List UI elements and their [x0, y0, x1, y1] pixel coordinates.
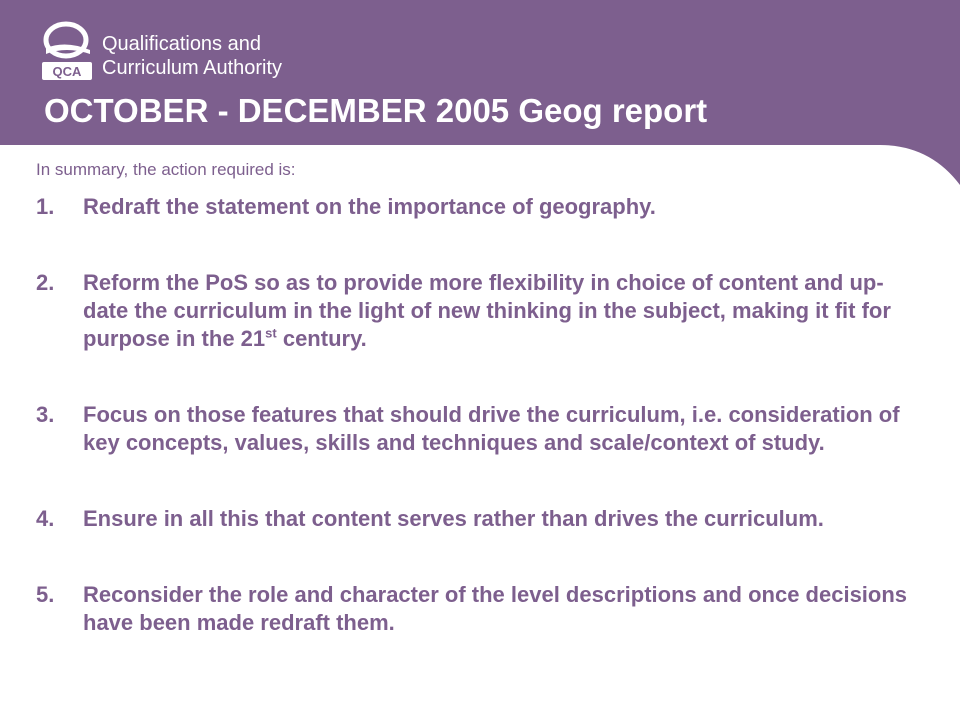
action-list [36, 193, 916, 685]
intro-text: In summary, the action required is: [36, 160, 296, 179]
action-number: 1. [36, 194, 55, 219]
action-item-5 [36, 581, 916, 637]
logo-line-1: Qualifications and [102, 33, 261, 55]
action-item-1 [36, 193, 916, 221]
svg-text:QCA: QCA [52, 64, 82, 79]
action-number: 2. [36, 270, 55, 295]
action-item-2 [36, 269, 916, 353]
action-text-main: Reform the PoS so as to provide more flexibility in choice of content and up-date the curriculum in the light of new thinking in the subject, making it fit for purpose in the 21 [83, 270, 891, 351]
action-text: Redraft the statement on the importance of geography. [83, 194, 656, 219]
qca-logo-icon [40, 18, 96, 82]
action-text: Reconsider the role and character of the level descriptions and once decisions have been made redraft them. [83, 582, 908, 635]
action-text: Ensure in all this that content serves rather than drives the curriculum. [83, 506, 824, 531]
action-text-end: century. [276, 326, 367, 351]
ordinal-suffix: st [265, 325, 277, 341]
action-number: 3. [36, 402, 55, 427]
logo-wordmark [102, 32, 282, 80]
page-title: OCTOBER - DECEMBER 2005 Geog report [44, 92, 708, 129]
logo-line-2: Curriculum Authority [102, 57, 283, 79]
action-item-3 [36, 401, 916, 457]
action-item-4 [36, 505, 916, 533]
qca-logo [40, 18, 310, 88]
action-number: 5. [36, 582, 55, 607]
action-text [83, 269, 916, 353]
action-text: Focus on those features that should drive the curriculum, i.e. consideration of key concepts, values, skills and techniques and scale/context of study. [83, 402, 900, 455]
action-number: 4. [36, 506, 55, 531]
